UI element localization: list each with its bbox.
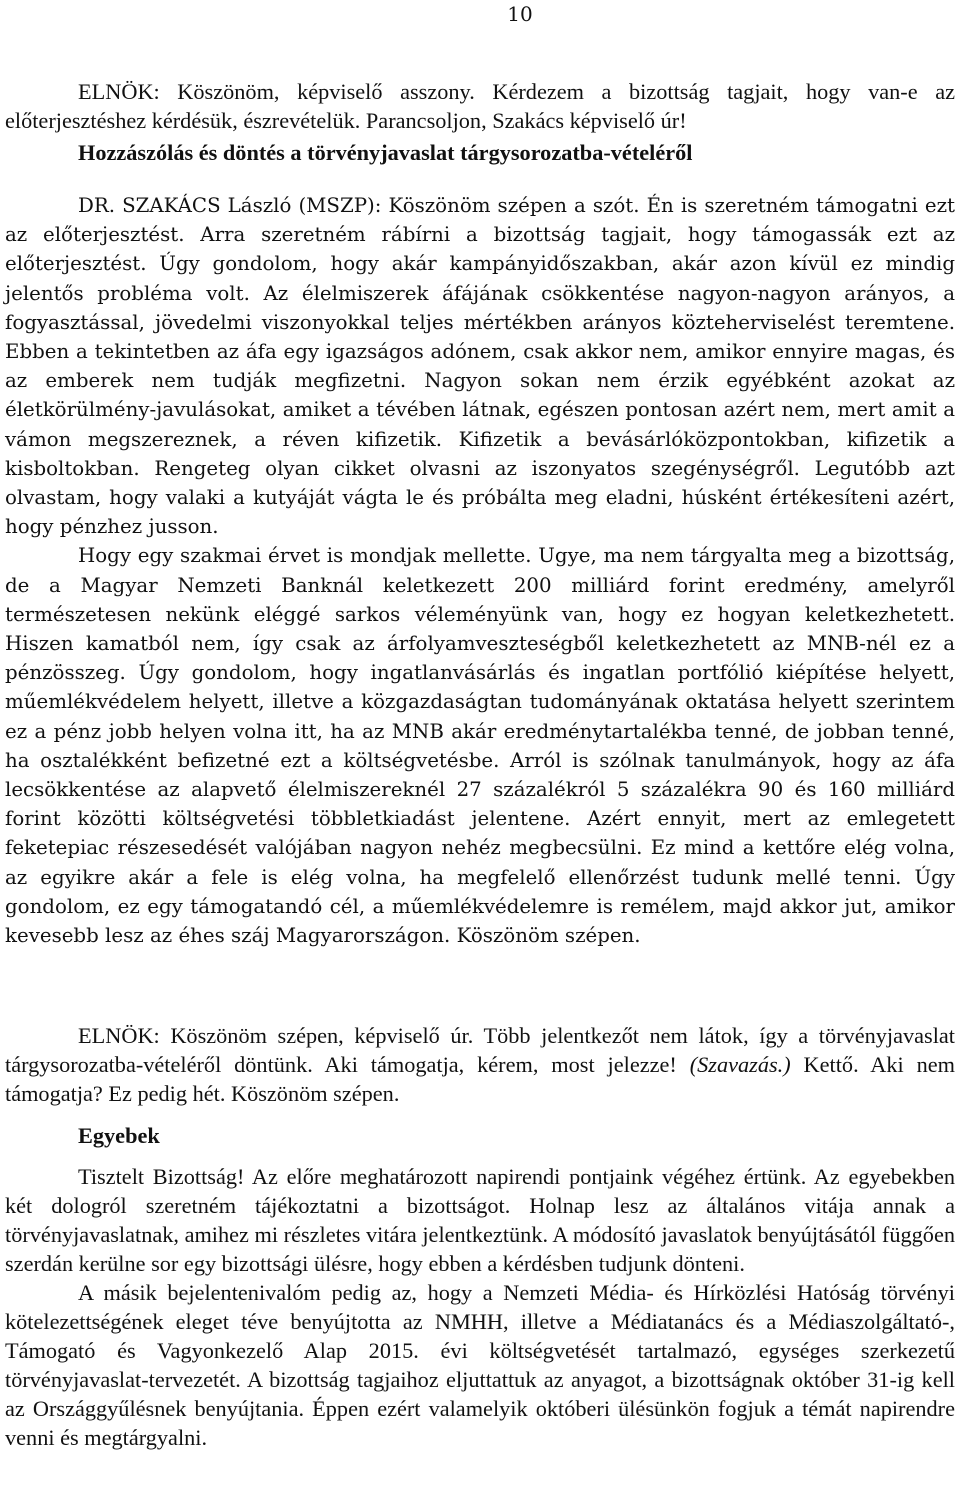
- chair-question-paragraph: ELNÖK: Köszönöm, képviselő asszony. Kérdezem a bizottság tagjait, hogy van-e az előterjesztéshez kérdésük, észrevételük. Parancsoljon, Szakács képviselő úr!: [5, 79, 955, 133]
- intro-section: [5, 77, 955, 167]
- section-heading-other: Egyebek: [78, 1123, 160, 1148]
- vote-text-after: Kettő. Aki nem támogatja? Ez pedig hét. Köszönöm szépen.: [5, 1052, 955, 1106]
- vote-section: [5, 1021, 955, 1108]
- speech-paragraph-1: DR. SZAKÁCS László (MSZP): Köszönöm szépen a szót. Én is szeretném támogatni ezt az előterjesztést. Arra szeretném rábírni a bizottság tagjait, hogy támogassák ezt az előterjesztést. Úgy gondolom, hogy akár kampányidőszakban, akár azon kívül ez mindig jelentős probléma volt. Az élelmiszerek áfájának csökkentése nagyon-nagyon arányos, a fogyasztással, jövedelmi viszonyokkal teljes mértékben arányos közteherviselést teremtene. Ebben a tekintetben az áfa egy igazságos adónem, csak akkor nem, amikor ennyire magas, és az emberek nem tudják megfizetni. Nagyon sokan nem érzik egyébként azokat az életkörülmény-javulásokat, amiket a tévében látnak, egészen pontosan azért nem, mert amit a vámon megszereznek, a réven kifizetik. Kifizetik a bevásárlóközpontokban, kifizetik a kisboltokban. Rengeteg olyan cikket olvasni az iszonyatos szegénységről. Legutóbb azt olvastam, hogy valaki a kutyáját vágta le és próbálta meg eladni, húsként értékesíteni azért, hogy pénzhez jusson.: [5, 194, 955, 539]
- speech-section: [5, 191, 955, 950]
- other-paragraph-1: Tisztelt Bizottság! Az előre meghatározott napirendi pontjaink végéhez értünk. Az egyebekben két dologról szeretném tájékoztatni a bizottságot. Holnap lesz az általános vitája annak a törvényjavaslatnak, amihez mi részletes vitára jelentkeztünk. A módosító javaslatok benyújtásától függően szerdán kerülne sor egy bizottsági ülésre, hogy ebben a kérdésben tudjunk dönteni.: [5, 1164, 955, 1276]
- speech-paragraph-2: Hogy egy szakmai érvet is mondjak mellette. Ugye, ma nem tárgyalta meg a bizottság, de a Magyar Nemzeti Banknál keletkezett 200 milliárd forint eredmény, amelyről természetesen nekünk eléggé sarkos véleményünk van, hogy ez hogyan keletkezhetett. Hiszen kamatból nem, így csak az árfolyamveszteségből keletkezhetett az MNB-nél ez a pénzösszeg. Úgy gondolom, hogy ingatlanvásárlás és ingatlan portfólió kiépítése helyett, műemlékvédelem helyett, illetve a közgazdaságtan tudományának oktatása helyett szerintem ez a pénz jobb helyen volna itt, ha az MNB akár eredménytartalékba tenné, de jobban tenné, ha osztalékként befizetné ezt a költségvetésbe. Arról is szólnak tanulmányok, hogy az áfa lecsökkentése az alapvető élelmiszereknél 27 százalékról 5 százalékra 90 és 160 milliárd forint közötti költségvetési többletkiadást jelentene. Azért ennyit, mert az emlegetett feketepiac részesedését valójában nagyon nehéz megbecsülni. Ez mind a kettőre elég volna, az egyikre akár a fele is elég volna, ha megfelelő ellenőrzést tudunk mellé tenni. Úgy gondolom, ez egy támogatandó cél, a műemlékvédelemre is remélem, majd akkor jut, amikor kevesebb lesz az éhes száj Magyarországon. Köszönöm szépen.: [5, 544, 955, 948]
- vote-paragraph: [5, 1021, 955, 1108]
- other-paragraph-2: A másik bejelentenivalóm pedig az, hogy a Nemzeti Média- és Hírközlési Hatóság törvényi kötelezettségének eleget téve benyújtotta az NMHH, illetve a Médiatanács és a Médiaszolgáltató-, Támogató és Vagyonkezelő Alap 2015. évi költségvetését tartalmazó, egységes szerkezetű törvényjavaslat-tervezetét. A bizottság tagjaihoz eljuttattuk az anyagot, a bizottságnak október 31-ig kell az Országgyűlésnek benyújtania. Éppen ezért valamelyik októberi ülésünkön fogjuk a témát napirendre venni és megtárgyalni.: [5, 1280, 955, 1450]
- other-section: [5, 1121, 955, 1452]
- page-number: 10: [507, 2, 533, 26]
- vote-text-before: ELNÖK: Köszönöm szépen, képviselő úr. Több jelentkezőt nem látok, így a törvényjavaslat tárgysorozatba-vételéről döntünk. Aki támogatja, kérem, most jelezze!: [5, 1023, 955, 1077]
- section-heading-debate: Hozzászólás és döntés a törvényjavaslat tárgysorozatba-vételéről: [78, 140, 693, 165]
- vote-italic-note: (Szavazás.): [689, 1052, 791, 1077]
